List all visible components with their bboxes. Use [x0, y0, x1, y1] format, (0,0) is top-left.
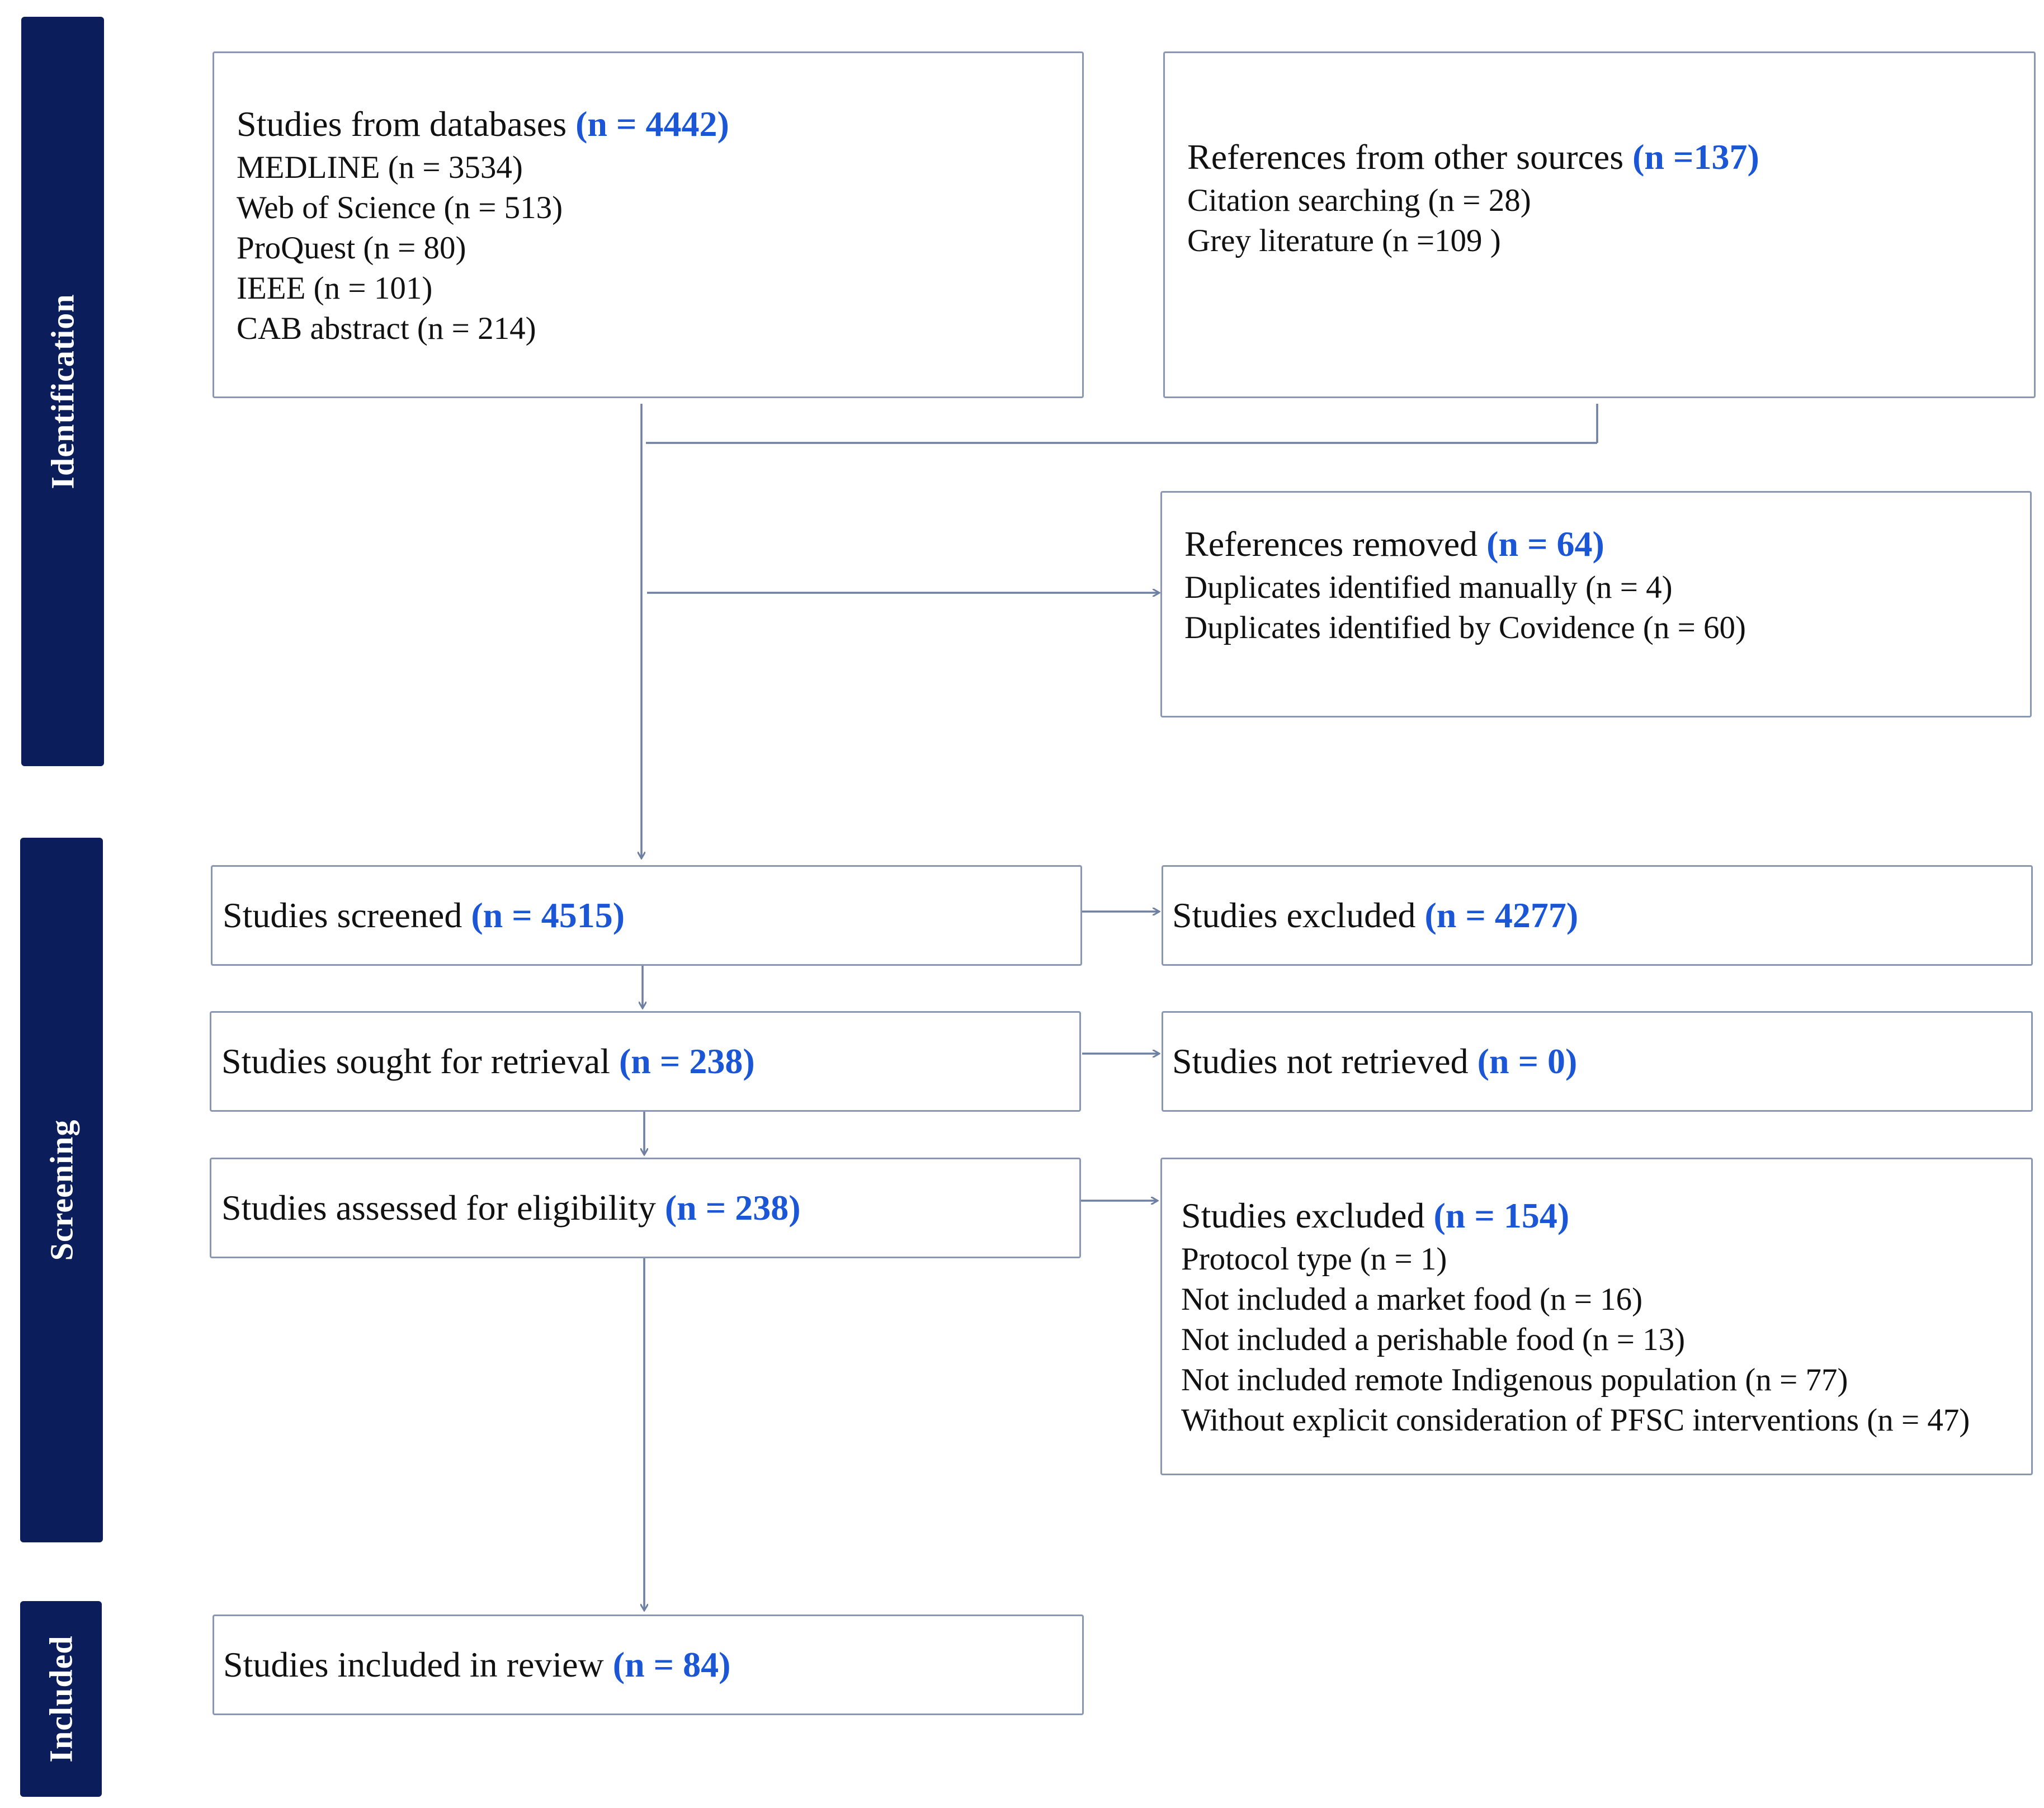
assessed-heading: Studies assessed for eligibility (n = 238) [221, 1188, 801, 1228]
databases-item: MEDLINE (n = 3534) [237, 150, 523, 185]
removed-item: Duplicates identified manually (n = 4) [1184, 569, 1673, 605]
other-sources-item: Grey literature (n =109 ) [1187, 223, 1501, 258]
box-studies-excluded-full-text [1160, 1158, 2033, 1475]
excluded-full-item: Not included a market food (n = 16) [1181, 1282, 1643, 1317]
screened-heading: Studies screened (n = 4515) [223, 895, 625, 935]
excluded-full-item: Not included remote Indigenous population (n = 77) [1181, 1362, 1848, 1398]
excluded-full-item: Protocol type (n = 1) [1181, 1241, 1447, 1277]
box-studies-included [213, 1615, 1084, 1715]
databases-item: CAB abstract (n = 214) [237, 311, 536, 346]
not-retrieved-count: (n = 0) [1477, 1041, 1578, 1081]
box-studies-not-retrieved [1162, 1011, 2033, 1112]
excluded-screening-heading: Studies excluded (n = 4277) [1172, 895, 1579, 935]
databases-item: IEEE (n = 101) [237, 271, 433, 306]
excluded-screening-count: (n = 4277) [1424, 895, 1579, 935]
databases-count: (n = 4442) [575, 104, 729, 144]
other-sources-count: (n =137) [1632, 136, 1759, 177]
databases-item: Web of Science (n = 513) [237, 190, 563, 225]
box-references-removed [1160, 491, 2032, 717]
other-sources-item: Citation searching (n = 28) [1187, 182, 1531, 218]
databases-item: ProQuest (n = 80) [237, 230, 466, 266]
databases-heading: Studies from databases (n = 4442) [237, 104, 729, 144]
removed-heading: References removed (n = 64) [1184, 523, 1604, 564]
screened-count: (n = 4515) [471, 895, 625, 935]
box-studies-from-databases [213, 51, 1084, 398]
removed-count: (n = 64) [1486, 523, 1604, 564]
sought-heading: Studies sought for retrieval (n = 238) [221, 1041, 755, 1081]
box-references-other-sources [1163, 51, 2036, 398]
box-studies-screened [211, 865, 1082, 966]
box-studies-excluded-screening [1162, 865, 2033, 966]
phase-screening-label: Screening [43, 1119, 80, 1261]
box-studies-sought [210, 1011, 1081, 1112]
sought-count: (n = 238) [619, 1041, 755, 1081]
included-count: (n = 84) [612, 1645, 731, 1684]
not-retrieved-heading: Studies not retrieved (n = 0) [1172, 1041, 1578, 1081]
excluded-full-item: Not included a perishable food (n = 13) [1181, 1322, 1686, 1357]
box-studies-assessed [210, 1158, 1081, 1258]
removed-item: Duplicates identified by Covidence (n = 60) [1184, 610, 1746, 645]
assessed-count: (n = 238) [664, 1188, 801, 1228]
other-sources-heading: References from other sources (n =137) [1187, 136, 1759, 177]
excluded-full-heading: Studies excluded (n = 154) [1181, 1196, 1570, 1235]
excluded-full-count: (n = 154) [1433, 1196, 1570, 1235]
phase-included-label: Included [43, 1635, 79, 1763]
included-heading: Studies included in review (n = 84) [223, 1645, 731, 1684]
phase-identification-label: Identification [44, 294, 81, 489]
excluded-full-item: Without explicit consideration of PFSC interventions (n = 47) [1181, 1403, 1970, 1438]
